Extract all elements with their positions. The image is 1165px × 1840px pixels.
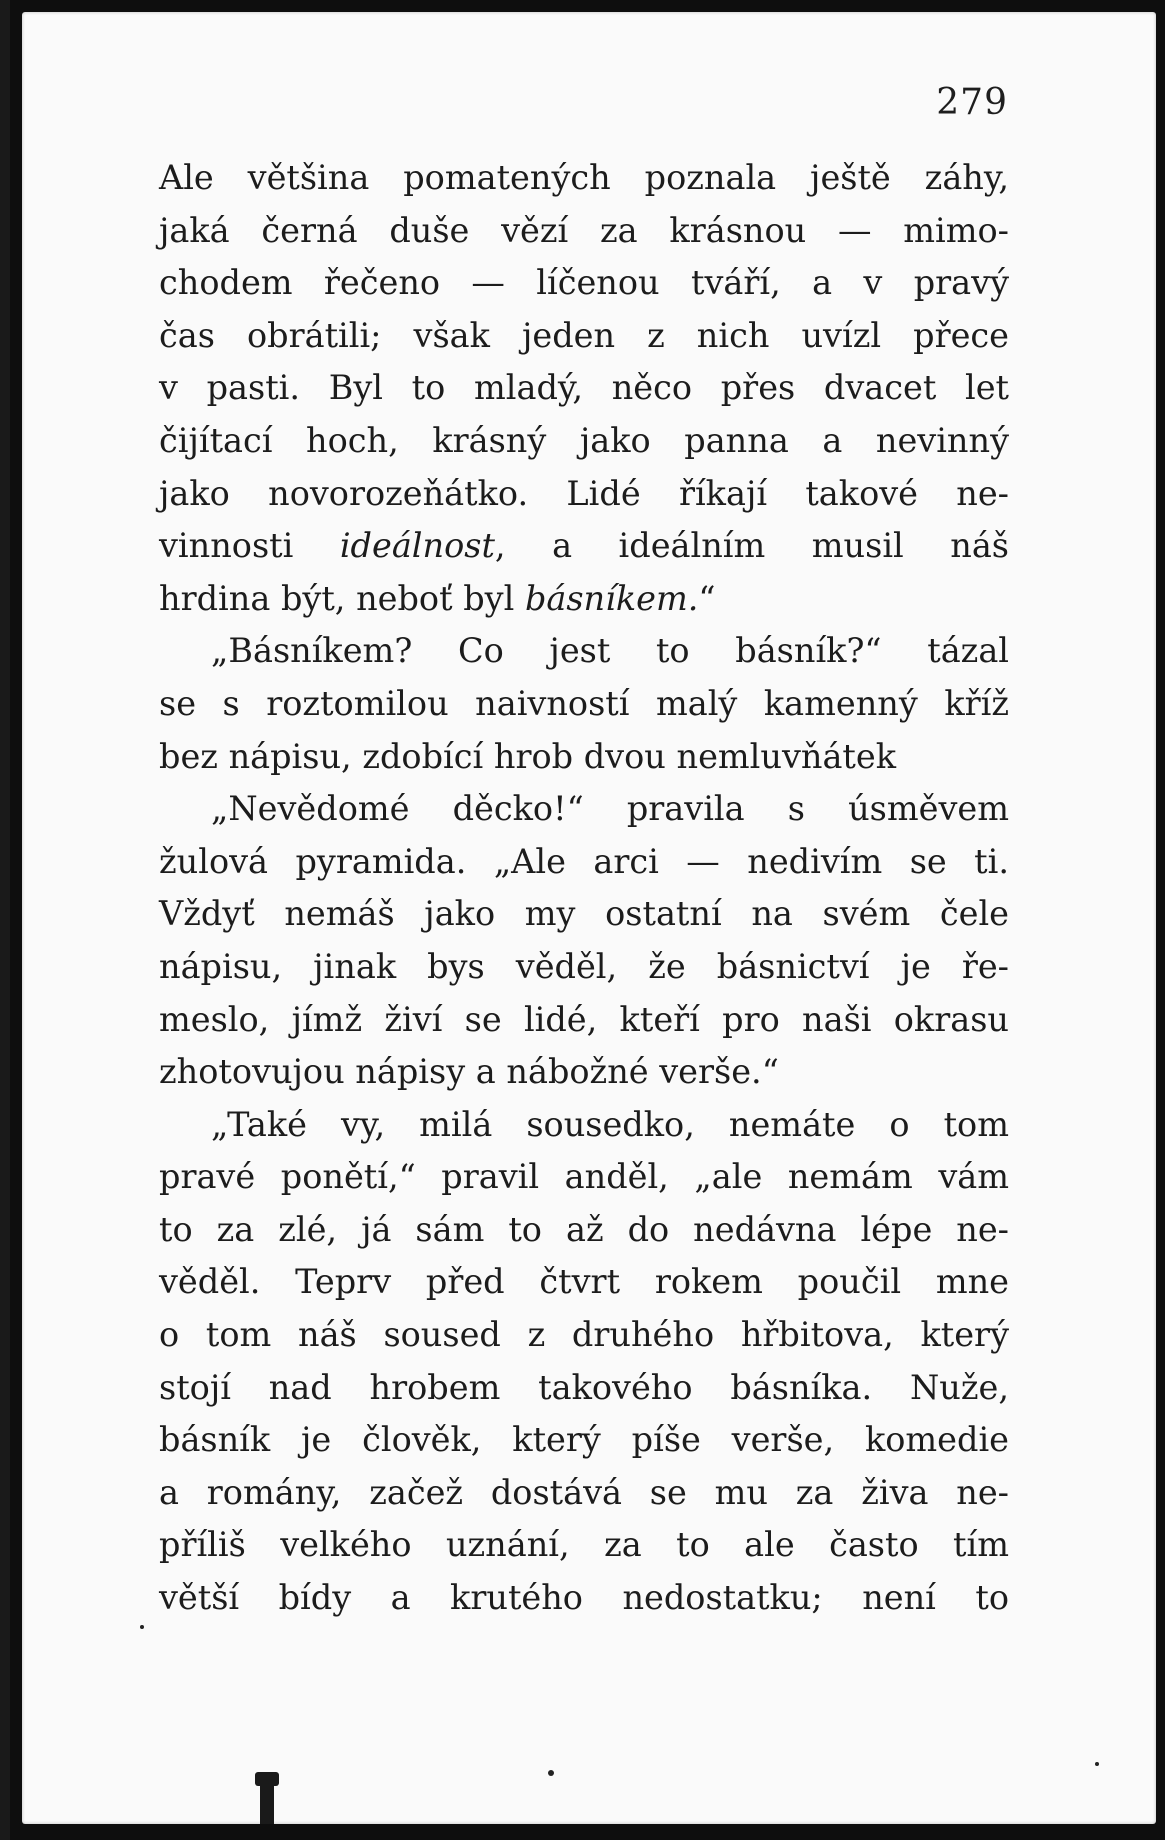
text-segment: jako novorozeňátko. Lidé říkají takové ne- [159, 473, 1009, 513]
text-line [159, 625, 1009, 678]
text-line [159, 1362, 1009, 1415]
text-line [159, 1256, 1009, 1309]
text-line [159, 152, 1009, 205]
text-segment: chodem řečeno — líčenou tváří, a v pravý [159, 263, 1009, 303]
text-segment: “ [698, 578, 716, 618]
scan-speck [140, 1625, 144, 1629]
text-line [159, 1099, 1009, 1152]
text-segment: větší bídy a krutého nedostatku; není to [159, 1578, 1009, 1618]
text-segment: zhotovujou nápisy a nábožné verše.“ [159, 1052, 779, 1092]
text-line [159, 1309, 1009, 1362]
text-segment: „Básníkem? Co jest to básník?“ tázal [211, 631, 1009, 671]
text-segment: stojí nad hrobem takového básníka. Nuže, [159, 1367, 1009, 1407]
text-segment: věděl. Teprv před čtvrt rokem poučil mne [159, 1262, 1009, 1302]
text-line [159, 573, 1009, 626]
text-segment: čijítací hoch, krásný jako panna a nevinný [159, 420, 1009, 460]
text-line [159, 1572, 1009, 1625]
text-line [159, 468, 1009, 521]
page-number: 279 [936, 82, 1008, 123]
text-segment: a romány, začež dostává se mu za živa ne- [159, 1472, 1009, 1512]
text-line [159, 783, 1009, 836]
text-segment: Ale většina pomatených poznala ještě záhy, [159, 158, 1009, 197]
text-segment: čas obrátili; však jeden z nich uvízl přece [159, 315, 1009, 355]
text-segment: o tom náš soused z druhého hřbitova, který [159, 1315, 1009, 1355]
text-line [159, 1046, 1009, 1099]
text-segment: „Nevědomé děcko!“ pravila s úsměvem [211, 789, 1009, 829]
body-text [159, 152, 1009, 1625]
book-page [22, 12, 1156, 1824]
text-line [159, 1519, 1009, 1572]
text-segment: meslo, jímž živí se lidé, kteří pro naši okrasu [159, 999, 1009, 1039]
text-segment: Vždyť nemáš jako my ostatní na svém čele [159, 894, 1009, 934]
text-segment: básník je člověk, který píše verše, komedie [159, 1420, 1009, 1460]
text-line [159, 362, 1009, 415]
scan-artifact [260, 1782, 274, 1824]
text-segment: hrdina být, neboť byl [159, 578, 525, 618]
text-segment: bez nápisu, zdobící hrob dvou nemluvňátek [159, 736, 897, 776]
text-line [159, 1204, 1009, 1257]
text-segment: žulová pyramida. „Ale arci — nedivím se ti. [159, 841, 1009, 881]
italic-text: ideálnost [339, 526, 495, 566]
text-line [159, 1467, 1009, 1520]
text-line [159, 678, 1009, 731]
text-line [159, 941, 1009, 994]
text-line [159, 836, 1009, 889]
text-line [159, 520, 1009, 573]
text-segment: se s roztomilou naivností malý kamenný kříž [159, 683, 1009, 723]
text-segment: v pasti. Byl to mladý, něco přes dvacet let [159, 368, 1009, 408]
text-line [159, 205, 1009, 258]
scan-speck [1095, 1762, 1099, 1766]
text-segment: to za zlé, já sám to až do nedávna lépe ne- [159, 1209, 1009, 1249]
italic-text: básníkem. [524, 578, 699, 618]
text-segment: nápisu, jinak bys věděl, že básnictví je ře- [159, 946, 1009, 986]
text-segment: , a ideálním musil náš [494, 526, 1009, 566]
text-line [159, 994, 1009, 1047]
text-line [159, 1414, 1009, 1467]
text-segment: pravé ponětí,“ pravil anděl, „ale nemám vám [159, 1157, 1009, 1197]
text-segment: „Také vy, milá sousedko, nemáte o tom [211, 1104, 1009, 1144]
text-segment: jaká černá duše vězí za krásnou — mimo- [159, 210, 1009, 250]
text-line [159, 1151, 1009, 1204]
scan-speck [548, 1770, 554, 1776]
text-segment: vinnosti [159, 526, 340, 566]
text-line [159, 257, 1009, 310]
text-segment: příliš velkého uznání, za to ale často tím [159, 1525, 1009, 1565]
adjacent-page-edge [0, 0, 10, 1840]
text-line [159, 888, 1009, 941]
text-line [159, 310, 1009, 363]
text-line [159, 415, 1009, 468]
text-line [159, 731, 1009, 784]
